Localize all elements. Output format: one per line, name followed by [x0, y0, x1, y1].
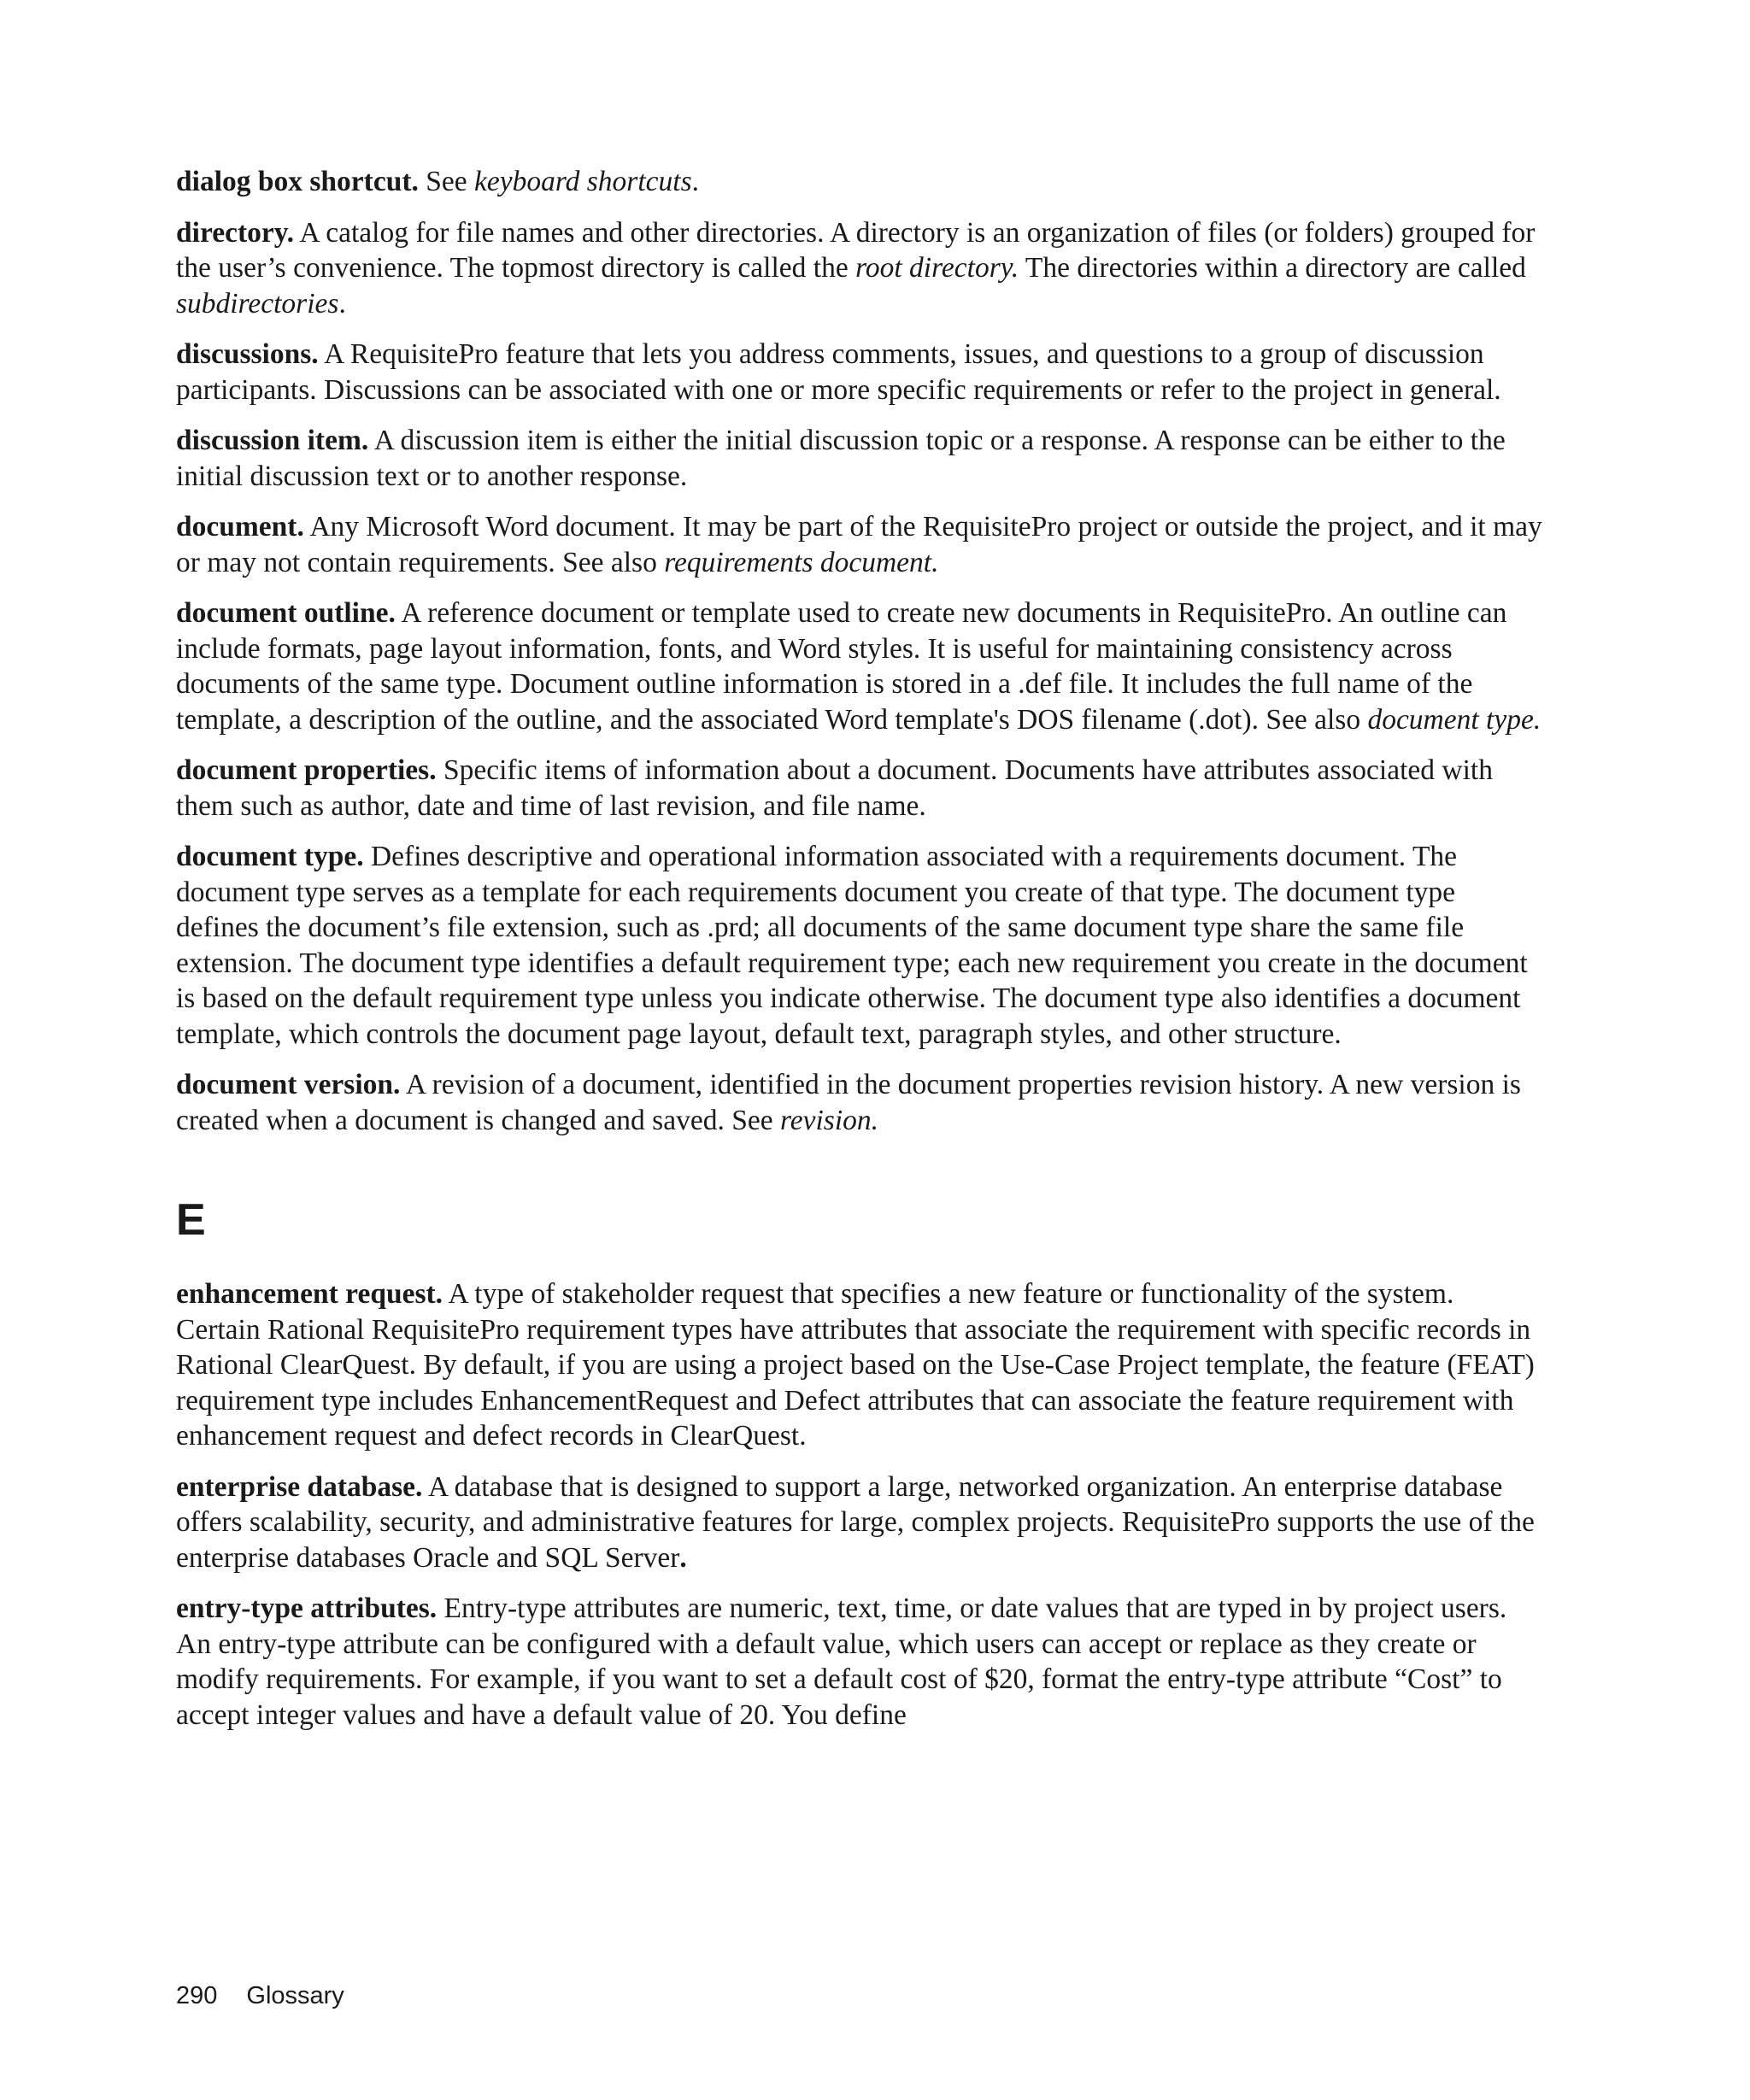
glossary-definition-text: Defines descriptive and operational information associated with a requirements document. The document type serves as a template for each requirements document you create of that type. The document type defines the document’s file extension, such as .prd; all documents of the same document type share the same file extension. The document type identifies a default requirement type; each new requirement you create in the document is based on the default requirement type unless you indicate otherwise. The document type also identifies a document template, which controls the document page layout, default text, paragraph styles, and other structure. — [176, 841, 1528, 1050]
glossary-cross-reference: requirements document. — [664, 546, 939, 578]
glossary-term: document type. — [176, 841, 364, 872]
glossary-definition-text: A revision of a document, identified in the document properties revision history. A new version is created when a document is changed and saved. See — [176, 1069, 1521, 1136]
glossary-term: document version. — [176, 1069, 401, 1100]
glossary-definition-text: See — [418, 166, 474, 197]
glossary-cross-reference: document type. — [1367, 703, 1542, 736]
glossary-definition-text: A catalog for file names and other directories. A directory is an organization of files (or folders) grouped for the user’s convenience. The topmost directory is called the — [176, 216, 1536, 284]
glossary-entry — [176, 423, 1543, 494]
glossary-term: discussion item. — [176, 425, 369, 456]
glossary-cross-reference: root directory. — [855, 252, 1019, 284]
glossary-entry — [176, 164, 1543, 200]
glossary-definition-text: Entry-type attributes are numeric, text, time, or date values that are typed in by project users. An entry-type attribute can be configured with a default value, which users can accept or replace as they create or modify requirements. For example, if you want to set a default cost of $20, format the entry-type attribute “Cost” to accept integer values and have a default value of 20. You define — [176, 1593, 1507, 1731]
glossary-term: discussions. — [176, 338, 319, 370]
footer-section-name: Glossary — [246, 1982, 344, 2009]
glossary-entry — [176, 1067, 1543, 1138]
glossary-entry — [176, 1591, 1543, 1733]
glossary-definition-text: Any Microsoft Word document. It may be part of the RequisitePro project or outside the project, and it may or may not contain requirements. See also — [176, 511, 1542, 578]
glossary-page-body — [176, 164, 1543, 1748]
glossary-definition-text: Specific items of information about a document. Documents have attributes associated with them such as author, date and time of last revision, and file name. — [176, 754, 1493, 822]
glossary-definition-text: . — [691, 166, 699, 197]
glossary-entry — [176, 215, 1543, 322]
glossary-term: directory. — [176, 216, 294, 249]
glossary-entry — [176, 595, 1543, 737]
glossary-term: document outline. — [176, 597, 396, 629]
section-heading-e: E — [176, 1195, 206, 1245]
glossary-definition-text: . — [338, 287, 346, 320]
glossary-definition-text: A discussion item is either the initial discussion topic or a response. A response can be either to the initial discussion text or to another response. — [176, 425, 1506, 492]
glossary-term: enterprise database. — [176, 1470, 423, 1503]
glossary-term: document properties. — [176, 754, 437, 786]
glossary-entry — [176, 509, 1543, 580]
glossary-entry — [176, 337, 1543, 408]
glossary-definition-text: . — [679, 1541, 687, 1574]
glossary-definition-text: A RequisitePro feature that lets you address comments, issues, and questions to a group of discussion participants. Discussions can be associated with one or more specific requirements or refer to the project in general. — [176, 338, 1501, 406]
glossary-term: enhancement request. — [176, 1278, 443, 1310]
glossary-definition-text: A reference document or template used to create new documents in RequisitePro. An outline can include formats, page layout information, fonts, and Word styles. It is useful for maintaining consistency across documents of the same type. Document outline information is stored in a .def file. It includes the full name of the template, a description of the outline, and the associated Word template's DOS filename (.dot). See also — [176, 597, 1507, 736]
glossary-term: entry-type attributes. — [176, 1593, 438, 1624]
glossary-definition-text: A type of stakeholder request that specifies a new feature or functionality of the system. Certain Rational RequisitePro requirement types have attributes that associate the requirement with specific records in Rational ClearQuest. By default, if you are using a project based on the Use-Case Project template, the feature (FEAT) requirement type includes EnhancementRequest and Defect attributes that can associate the feature requirement with enhancement request and defect records in ClearQuest. — [176, 1278, 1535, 1452]
glossary-term: document. — [176, 511, 304, 543]
glossary-definition-text: A database that is designed to support a large, networked organization. An enterprise database offers scalability, security, and administrative features for large, complex projects. RequisitePro supports the use of the enterprise databases Oracle and SQL Server — [176, 1470, 1535, 1574]
glossary-term: dialog box shortcut. — [176, 166, 419, 197]
page-number: 290 — [176, 1982, 218, 2009]
glossary-entry — [176, 1276, 1543, 1454]
glossary-definition-text: The directories within a directory are called — [1019, 252, 1526, 284]
glossary-cross-reference: keyboard shortcuts — [473, 166, 692, 197]
glossary-entry — [176, 753, 1543, 824]
glossary-cross-reference: revision. — [779, 1104, 878, 1136]
glossary-entries-e — [176, 1276, 1543, 1733]
glossary-entries-d — [176, 164, 1543, 1138]
glossary-cross-reference: subdirectories — [176, 287, 339, 320]
page-footer — [176, 1980, 344, 2011]
glossary-entry — [176, 839, 1543, 1052]
glossary-entry — [176, 1469, 1543, 1576]
